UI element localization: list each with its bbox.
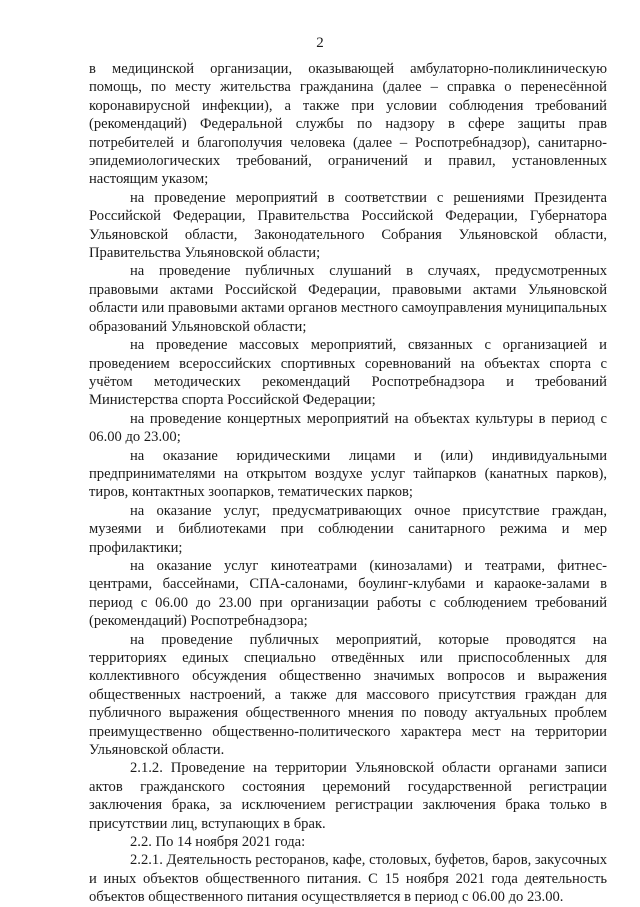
paragraph: на оказание услуг кинотеатрами (кинозалами) и театрами, фитнес-центрами, бассейнами, СПА-салонами, боулинг-клубами и караоке-залами в период с 06.00 до 23.00 при организации работы с соблюдением требований (рекомендаций) Роспотребнадзора; [89,557,607,630]
paragraph: на оказание юридическими лицами и (или) индивидуальными предпринимателями на открытом воздухе услуг тайпарков (канатных парков), тиров, контактных зоопарков, тематических парков; [89,447,607,501]
paragraph: на проведение публичных мероприятий, которые проводятся на территориях единых специально отведённых или приспособленных для коллективного обсуждения общественно значимых вопросов и выражения общественных настроений, а также для массового присутствия граждан для публичного выражения общественного мнения по поводу актуальных проблем преимущественно общественно-политического характера мест на территории Ульяновской области. [89,631,607,759]
paragraph: на оказание услуг, предусматривающих очное присутствие граждан, музеями и библиотеками при соблюдении санитарного режима и мер профилактики; [89,502,607,556]
section-heading: 2.2. По 14 ноября 2021 года: [130,834,306,851]
section-paragraph: 2.1.2. Проведение на территории Ульяновской области органами записи актов гражданского состояния церемоний государственной регистрации заключения брака, за исключением регистрации заключения брака только в присутствии лиц, вступающих в брак. [89,760,607,832]
paragraph: на проведение публичных слушаний в случаях, предусмотренных правовыми актами Российской Федерации, правовыми актами Ульяновской области или правовыми актами органов местного самоуправления муниципальных образований Ульяновской области; [89,263,607,335]
paragraph: на проведение массовых мероприятий, связанных с организацией и проведением всероссийских спортивных соревнований на объектах спорта с учётом методических рекомендаций Роспотребнадзора и требований Министерства спорта Российской Федерации; [89,337,607,409]
page-number: 2 [316,35,324,51]
paragraph: на проведение мероприятий в соответствии с решениями Президента Российской Федерации, Правительства Российской Федерации, Губернатора Ульяновской области, Законодательного Собрания Ульяновской области, Правительства Ульяновской области; [89,189,607,262]
paragraph: на проведение концертных мероприятий на объектах культуры в период с 06.00 до 23.00; [89,410,607,446]
document-body [89,60,607,907]
paragraph-continuation: в медицинской организации, оказывающей амбулаторно-поликлиническую помощь, по месту жительства гражданина (далее – справка о перенесённой коронавирусной инфекции), а также при условии соблюдения требований (рекомендаций) Федеральной службы по надзору в сфере защиты прав потребителей и благополучия человека (далее – Роспотребнадзор), санитарно-эпидемиологических требований, ограничений и правил, установленных настоящим указом; [89,61,607,188]
section-paragraph: 2.2.1. Деятельность ресторанов, кафе, столовых, буфетов, баров, закусочных и иных объектов общественного питания. С 15 ноября 2021 года деятельность объектов общественного питания осуществляется в период с 06.00 до 23.00. [89,852,607,906]
